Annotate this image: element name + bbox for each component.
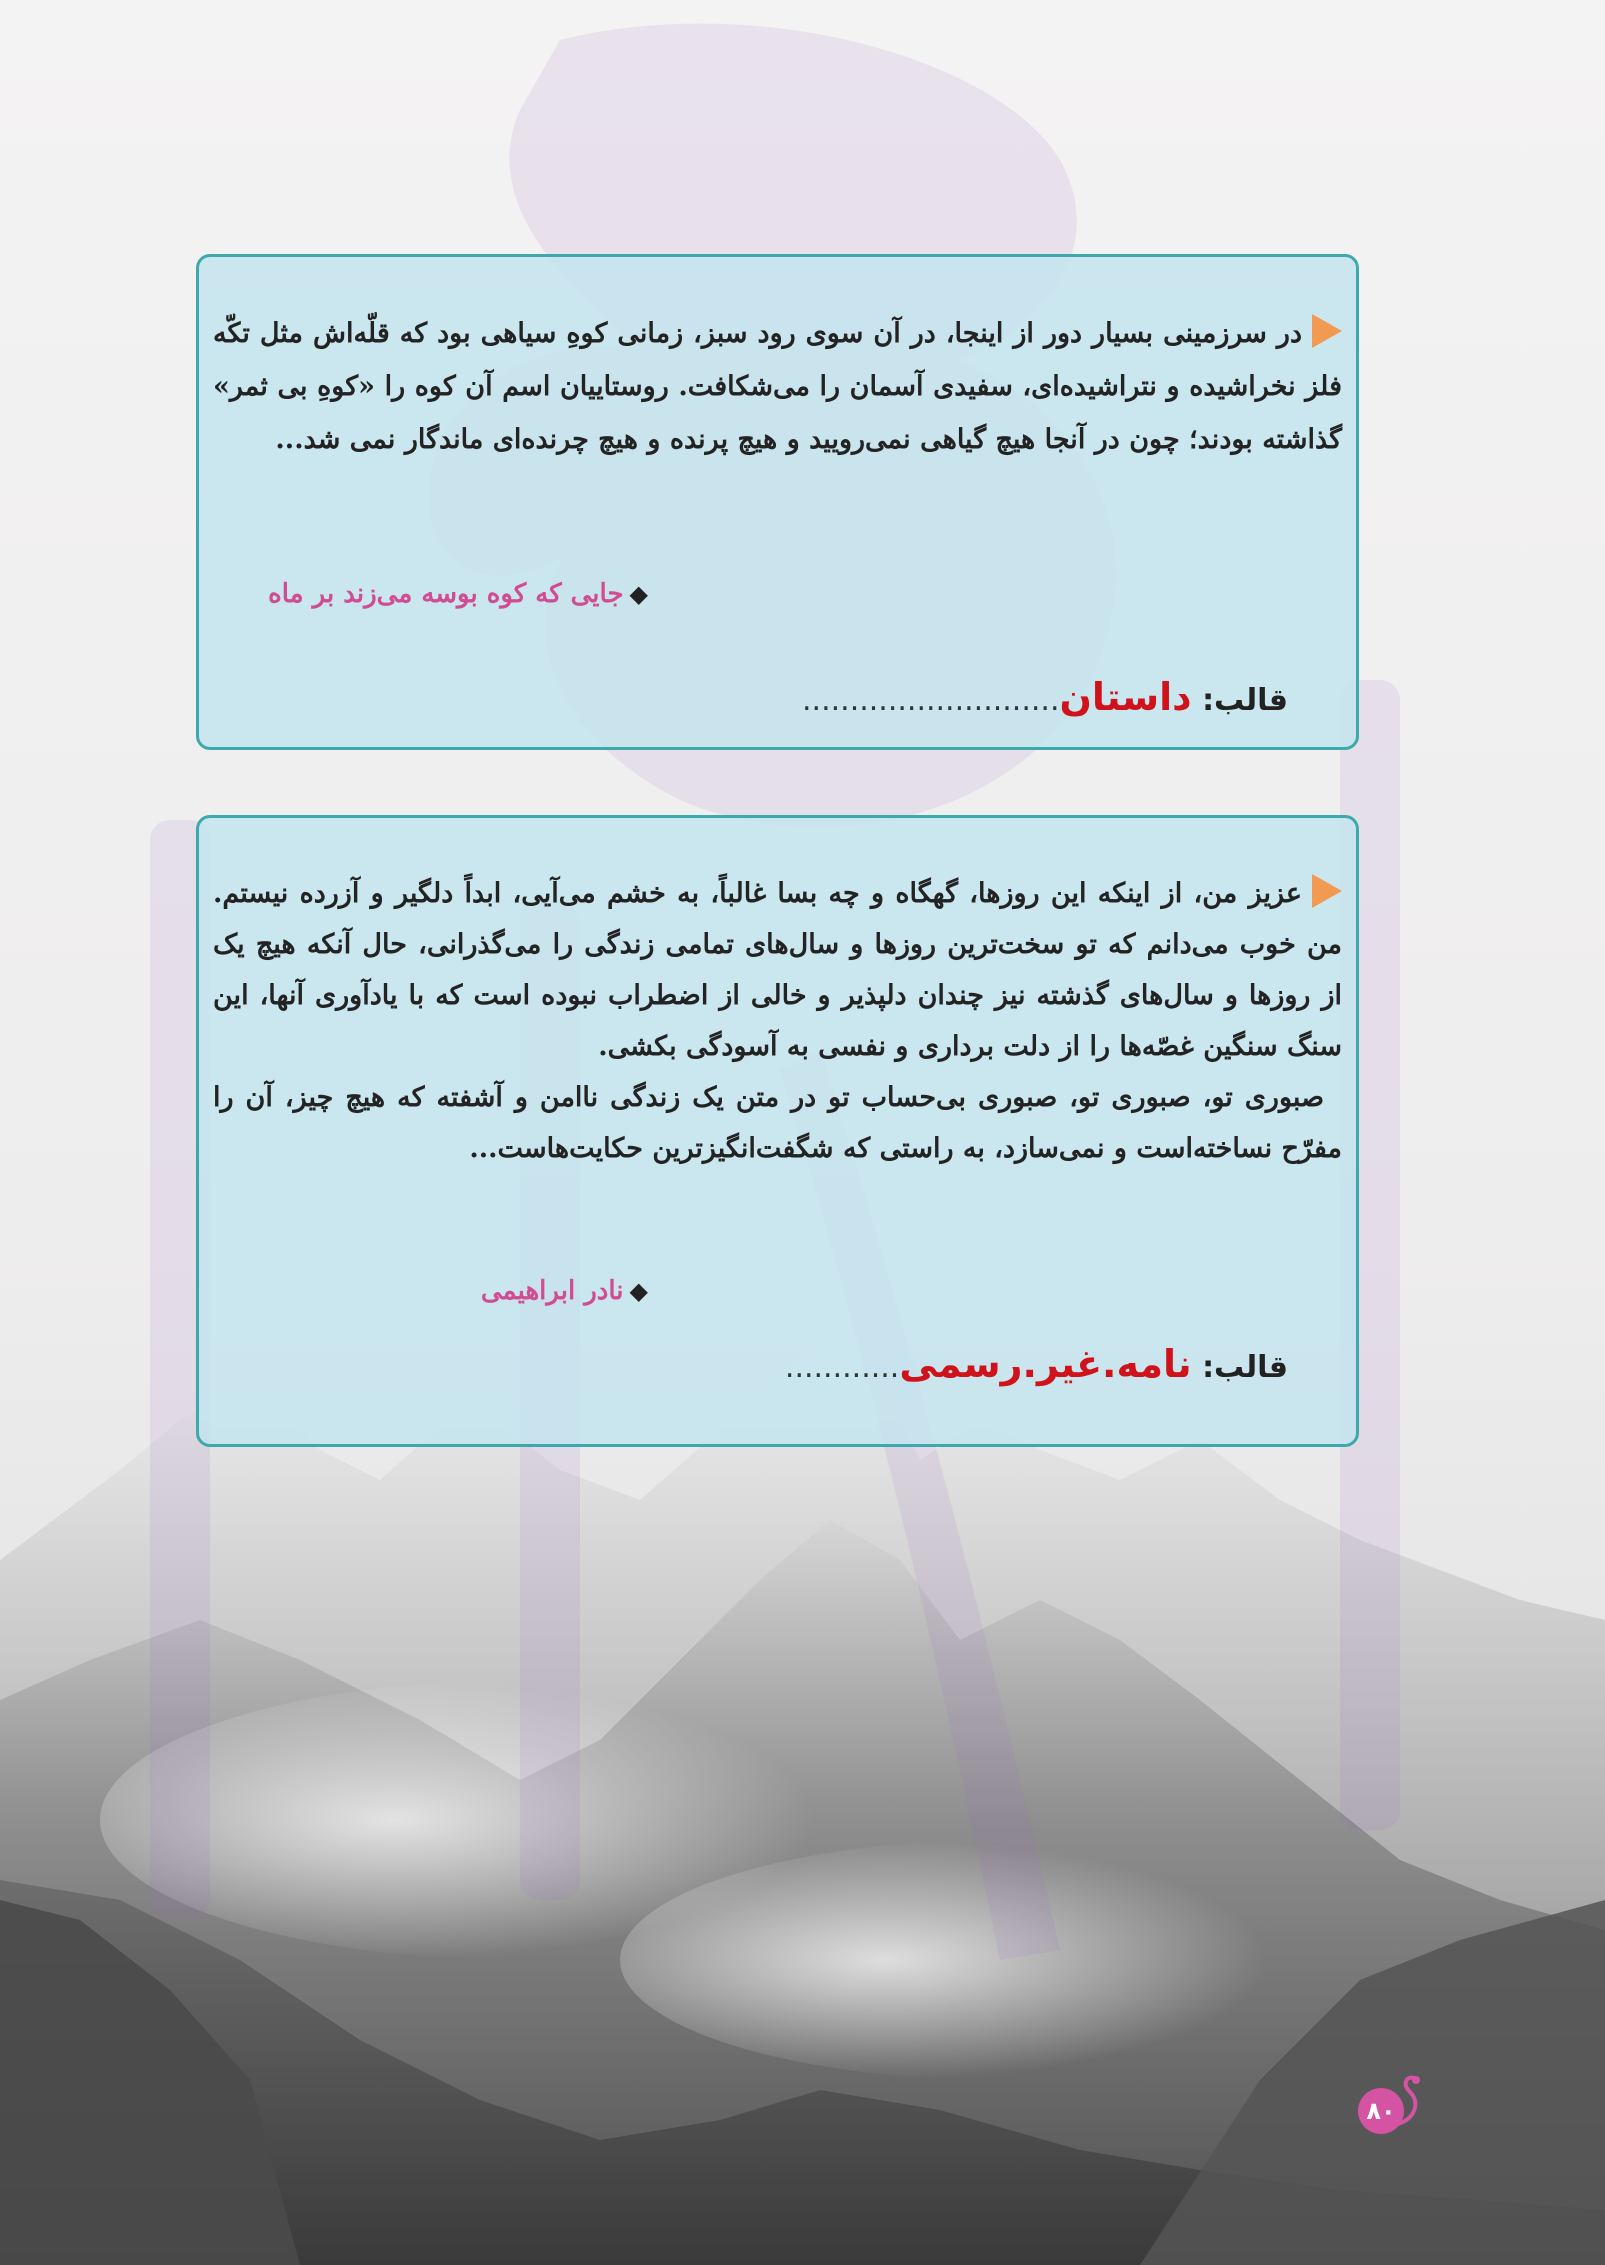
passage-2-author: نادر ابراهیمی bbox=[480, 1276, 624, 1306]
passage-box-2 bbox=[196, 815, 1359, 1447]
passage-1-form-line bbox=[802, 675, 1288, 719]
passage-box-1 bbox=[196, 254, 1359, 750]
orange-arrow-bullet-icon bbox=[1312, 314, 1342, 348]
answer-dots: ........................... bbox=[802, 683, 1060, 718]
page-number-badge bbox=[1352, 2072, 1432, 2152]
passage-2-form-line bbox=[785, 1342, 1288, 1386]
passage-2-paragraph-1: عزیز من، از اینکه این روزها، گهگاه و چه بسا غالباً، به خشم می‌آیی، ابداً دلگیر و آزرده نیستم. من خوب می‌دانم که تو سخت‌ترین روزها و سال‌های تمامی زندگی را می‌گذرانی، حال آنکه هیچ یک از روزها و سال‌های گذشته نیز چندان دلپذیر و خالی از اضطراب نبوده است که با یادآوری آنها، این سنگ سنگین غصّه‌ها را از دلت برداری و نفسی به آسودگی بکشی. bbox=[213, 878, 1342, 1062]
passage-1-source-title: جایی که کوه بوسه می‌زند بر ماه bbox=[268, 579, 624, 609]
orange-arrow-bullet-icon bbox=[1312, 874, 1342, 908]
passage-1-source bbox=[268, 579, 648, 609]
passage-1-text bbox=[213, 307, 1342, 466]
form-answer: نامه.غیر.رسمی bbox=[899, 1342, 1192, 1386]
form-label: قالب: bbox=[1202, 1350, 1288, 1385]
answer-dots: ............ bbox=[784, 1350, 900, 1385]
page-number: ۸۰ bbox=[1366, 2097, 1396, 2125]
passage-1-body: در سرزمینی بسیار دور از اینجا، در آن سوی رود سبز، زمانی کوهِ سیاهی بود که قلّه‌اش مثل تکّه فلز نخراشیده و نتراشیده‌ای، سفیدی آسمان را می‌شکافت. روستاییان اسم آن کوه را «کوهِ بی ثمر» گذاشته بودند؛ چون در آنجا هیچ گیاهی نمی‌رویید و هیچ پرنده و هیچ چرنده‌ای ماندگار نمی شد... bbox=[213, 318, 1342, 455]
form-label: قالب: bbox=[1202, 683, 1288, 718]
diamond-bullet-icon: ◆ bbox=[629, 1276, 648, 1305]
diamond-bullet-icon: ◆ bbox=[629, 579, 648, 608]
passage-2-paragraph-2: صبوری تو، صبوری تو، صبوری بی‌حساب تو در متن یک زندگی ناامن و آشفته که هیچ چیز، آن را مفرّح نساخته‌است و نمی‌سازد، به راستی که شگفت‌انگیزترین حکایت‌هاست... bbox=[213, 1082, 1342, 1164]
passage-2-text bbox=[213, 868, 1342, 1174]
passage-2-source bbox=[481, 1276, 648, 1306]
form-answer: داستان bbox=[1059, 675, 1192, 719]
